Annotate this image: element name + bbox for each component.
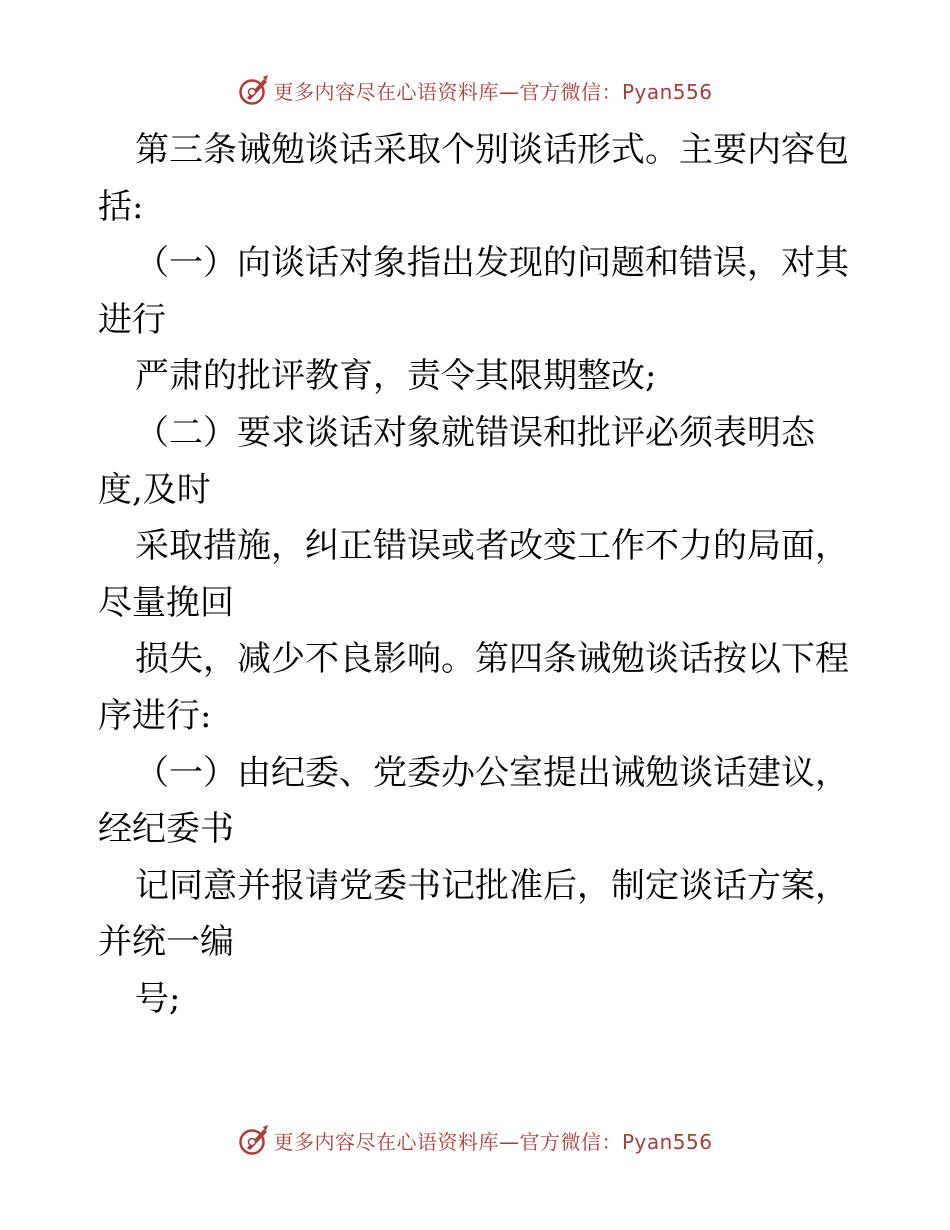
text-line: 序进行: (98, 695, 212, 736)
text-line: 括: (98, 186, 144, 227)
header-watermark-text: 更多内容尽在心语资料库—官方微信：Pyan556 (273, 79, 713, 104)
text-line: 尽量挽回 (98, 582, 234, 623)
text-line: 严肃的批评教育，责令其限期整改; (135, 356, 657, 397)
text-line: 号; (135, 978, 181, 1019)
text-line: （二）要求谈话对象就错误和批评必须表明态 (135, 412, 815, 453)
document-body (98, 122, 878, 1028)
text-line: （一）向谈话对象指出发现的问题和错误，对其 (135, 243, 849, 284)
text-line: 第三条诫勉谈话采取个别谈话形式。主要内容包 (135, 130, 849, 170)
footer-watermark-banner (0, 1120, 950, 1160)
text-line: 经纪委书 (98, 809, 234, 850)
text-line: 损失，减少不良影响。第四条诫勉谈话按以下程 (135, 639, 849, 680)
quill-logo-icon (237, 1123, 271, 1157)
text-line: 进行 (98, 299, 166, 340)
text-line: 并统一编 (98, 922, 234, 963)
footer-watermark-text: 更多内容尽在心语资料库—官方微信：Pyan556 (273, 1129, 713, 1154)
text-line: 采取措施，纠正错误或者改变工作不力的局面， (135, 526, 849, 567)
header-watermark-banner (0, 70, 950, 110)
text-line: 度,及时 (98, 469, 211, 510)
quill-logo-icon (237, 73, 271, 107)
text-line: 记同意并报请党委书记批准后，制定谈话方案， (135, 865, 849, 906)
text-line: （一）由纪委、党委办公室提出诫勉谈话建议， (135, 752, 849, 793)
